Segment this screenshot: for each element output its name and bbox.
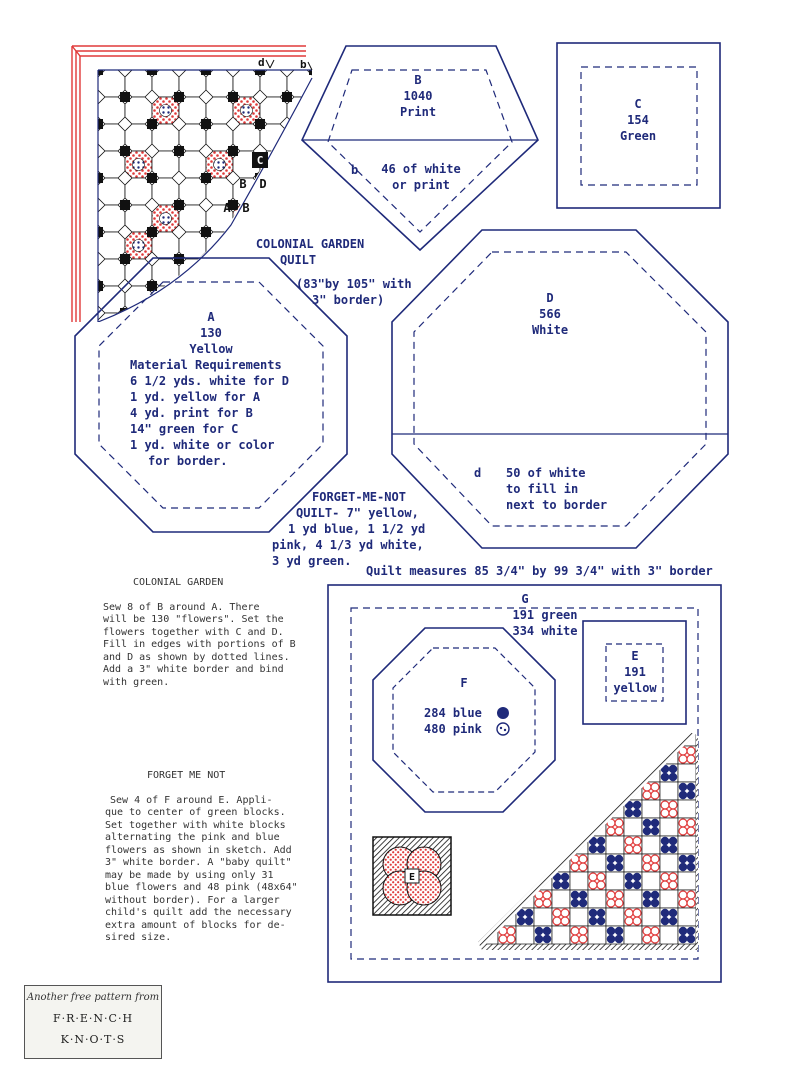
template-d-sub-line2: to fill in [506, 482, 579, 496]
forget-instructions-line: may be made by using only 31 [105, 870, 274, 881]
template-a-req-title: Material Requirements [130, 358, 282, 372]
template-b-sub-line2: or print [392, 178, 450, 192]
logo-line1: Another free pattern from [26, 992, 160, 1003]
colonial-instructions-heading: COLONIAL GARDEN [133, 577, 224, 588]
forget-quilt-sketch [478, 726, 700, 952]
forget-instructions-line: 3" white border. A "baby quilt" [105, 857, 292, 868]
forget-block-sketch [372, 836, 452, 916]
colonial-instructions-line: flowers together with C and D. [103, 627, 284, 638]
forget-instructions-line: blue flowers and 48 pink (48x64" [105, 882, 298, 893]
sketch-label-a: A [223, 201, 231, 215]
template-e-letter: E [631, 649, 639, 663]
template-b-sub-letter: b [351, 163, 359, 177]
forget-caption-line6: Quilt measures 85 3/4" by 99 3/4" with 3" border [366, 564, 713, 578]
template-g-line1: 191 green [512, 608, 578, 622]
template-a-count: 130 [200, 326, 222, 340]
template-f-line1: 284 blue [424, 706, 482, 720]
template-d-material: White [531, 323, 569, 337]
forget-caption-line2: QUILT- 7" yellow, [296, 506, 419, 520]
template-c-count: 154 [627, 113, 649, 127]
template-f-letter: F [460, 676, 468, 690]
template-b-sub-line1: 46 of white [381, 162, 461, 176]
template-a-material: Yellow [189, 342, 233, 356]
template-d-count: 566 [539, 307, 561, 321]
colonial-instructions-line: with green. [103, 677, 170, 688]
colonial-caption-line1: COLONIAL GARDEN [255, 237, 365, 251]
template-a-req-line: 4 yd. print for B [130, 406, 253, 420]
sketch-label-d-small: d [258, 56, 265, 69]
colonial-instructions-line: and D as shown by dotted lines. [103, 652, 290, 663]
forget-instructions-line: alternating the pink and blue [105, 832, 280, 843]
small-block-label: E [408, 872, 416, 883]
logo-line2: F·R·E·N·C·H [52, 1012, 134, 1025]
forget-caption-line3: 1 yd blue, 1 1/2 yd [288, 522, 426, 536]
forget-caption-line5: 3 yd green. [272, 554, 352, 568]
sketch-label-c: C [256, 154, 264, 167]
forget-instructions-heading: FORGET ME NOT [147, 770, 226, 781]
template-c-material: Green [619, 129, 657, 143]
template-a-letter: A [207, 310, 215, 324]
template-e-count: 191 [624, 665, 646, 679]
forget-instructions-line: sired size. [105, 932, 172, 943]
sketch-label-d: D [259, 177, 267, 191]
colonial-caption-line4: 3" border) [312, 293, 385, 307]
template-d-sub-line3: next to border [506, 498, 608, 512]
forget-caption-line4: pink, 4 1/3 yd white, [272, 538, 424, 552]
template-a-req-line: for border. [148, 454, 228, 468]
sketch-label-b2: B [242, 201, 250, 215]
forget-instructions-line: que to center of green blocks. [105, 807, 286, 818]
colonial-instructions-line: Add a 3" white border and bind [103, 664, 284, 675]
template-f-line2: 480 pink [424, 722, 482, 736]
template-a-req-line: 6 1/2 yds. white for D [130, 374, 289, 388]
forget-instructions-line: without border). For a larger [105, 895, 280, 906]
colonial-instructions-line: will be 130 "flowers". Set the [103, 614, 284, 625]
forget-instructions-line: Set together with white blocks [105, 820, 286, 831]
colonial-instructions-line: Sew 8 of B around A. There [103, 602, 260, 613]
template-b-count: 1040 [403, 89, 433, 103]
template-g-letter: G [521, 592, 529, 606]
template-a-req-line: 1 yd. white or color [130, 438, 275, 452]
forget-instructions-line: extra amount of blocks for de- [105, 920, 286, 931]
template-g-line2: 334 white [512, 624, 578, 638]
forget-instructions-line: flowers as shown in sketch. Add [105, 845, 292, 856]
colonial-instructions-line: Fill in edges with portions of B [103, 639, 296, 650]
template-d-letter: D [546, 291, 554, 305]
template-a-req-line: 14" green for C [130, 422, 239, 436]
template-b-letter: B [414, 73, 422, 87]
sketch-label-b-small: b [300, 58, 307, 71]
french-knots-logo [24, 985, 162, 1059]
template-c-letter: C [634, 97, 642, 111]
blue-dot-icon [496, 706, 510, 720]
template-d-sub-line1: 50 of white [506, 466, 586, 480]
forget-instructions-line: Sew 4 of F around E. Appli- [110, 795, 273, 806]
sketch-label-b: B [239, 177, 247, 191]
colonial-caption-line2: QUILT [280, 253, 317, 267]
forget-caption-line1: FORGET-ME-NOT [312, 490, 406, 504]
template-b-material: Print [399, 105, 437, 119]
template-e-material: yellow [613, 681, 657, 695]
forget-instructions-line: child's quilt add the necessary [105, 907, 292, 918]
template-d-sub-letter: d [474, 466, 482, 480]
template-a-req-line: 1 yd. yellow for A [130, 390, 261, 404]
colonial-caption-line3: (83"by 105" with [296, 277, 412, 291]
logo-line3: K·N·O·T·S [60, 1033, 126, 1046]
